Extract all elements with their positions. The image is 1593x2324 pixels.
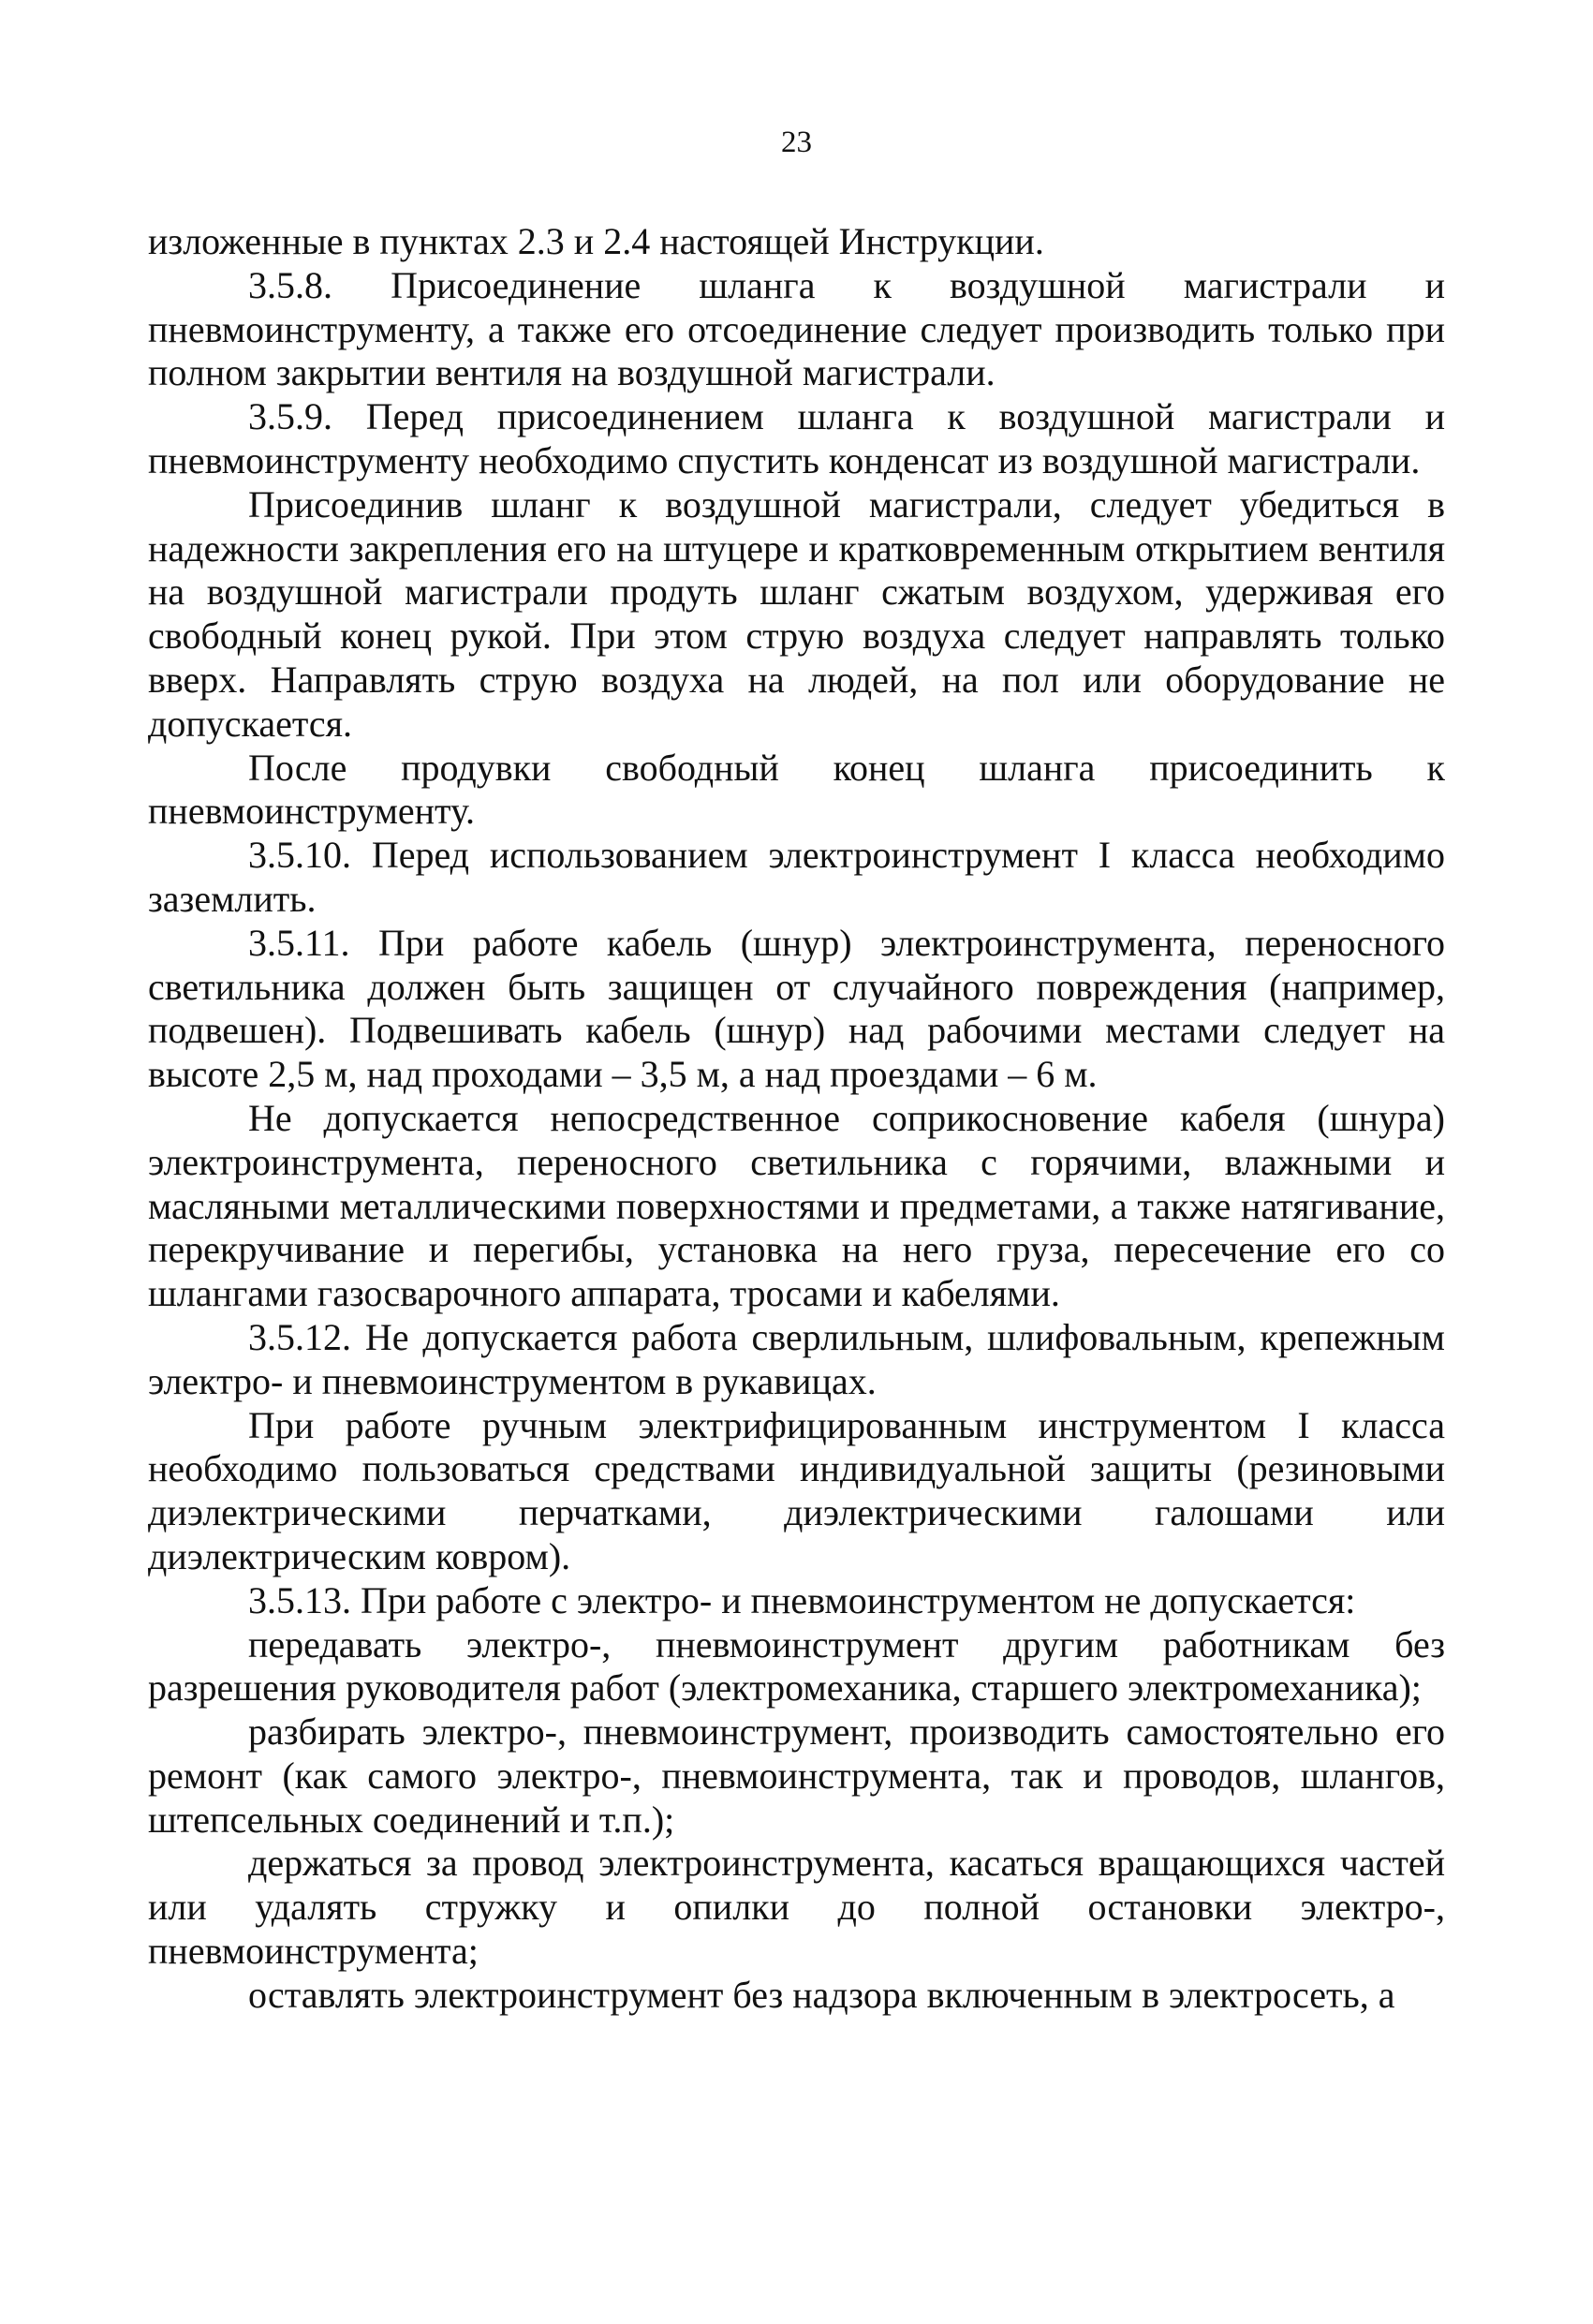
list-item-transfer: передавать электро-, пневмоинструмент другим работникам без разрешения руководителя работ (электромеханика, старшего электромеханика);: [148, 1622, 1445, 1710]
paragraph-3-5-12: 3.5.12. Не допускается работа сверлильным, шлифовальным, крепежным электро- и пневмоинструментом в рукавицах.: [148, 1315, 1445, 1402]
document-body: [148, 220, 1445, 2018]
paragraph-3-5-8: 3.5.8. Присоединение шланга к воздушной магистрали и пневмоинструменту, а также его отсоединение следует производить только при полном закрытии вентиля на воздушной магистрали.: [148, 263, 1445, 394]
paragraph-hose-purge: Присоединив шланг к воздушной магистрали, следует убедиться в надежности закрепления его на штуцере и кратковременным открытием вентиля на воздушной магистрали продуть шланг сжатым воздухом, удерживая его свободный конец рукой. При этом струю воздуха следует направлять только вверх. Направлять струю воздуха на людей, на пол или оборудование не допускается.: [148, 482, 1445, 745]
list-item-disassemble: разбирать электро-, пневмоинструмент, производить самостоятельно его ремонт (как самого электро-, пневмоинструмента, так и проводов, шлангов, штепсельных соединений и т.п.);: [148, 1710, 1445, 1841]
paragraph-ppe: При работе ручным электрифицированным инструментом I класса необходимо пользоваться средствами индивидуальной защиты (резиновыми диэлектрическими перчатками, диэлектрическими галошами или диэлектрическим ковром).: [148, 1403, 1445, 1577]
paragraph-3-5-10: 3.5.10. Перед использованием электроинструмент I класса необходимо заземлить.: [148, 834, 1445, 920]
page-number: 23: [781, 126, 812, 159]
paragraph-continuation: изложенные в пунктах 2.3 и 2.4 настоящей Инструкции.: [148, 220, 1044, 262]
paragraph-3-5-9: 3.5.9. Перед присоединением шланга к воздушной магистрали и пневмоинструменту необходимо спустить конденсат из воздушной магистрали.: [148, 395, 1445, 481]
list-item-hold-wire: держаться за провод электроинструмента, касаться вращающихся частей или удалять стружку и опилки до полной остановки электро-, пневмоинструмента;: [148, 1842, 1445, 1973]
paragraph-after-purge: После продувки свободный конец шланга присоединить к пневмоинструменту.: [148, 746, 1445, 833]
paragraph-cable-contact: Не допускается непосредственное соприкосновение кабеля (шнура) электроинструмента, переносного светильника с горячими, влажными и масляными металлическими поверхностями и предметами, а также натягивание, перекручивание и перегибы, установка на него груза, пересечение его со шлангами газосварочного аппарата, тросами и кабелями.: [148, 1096, 1445, 1315]
list-item-unattended: оставлять электроинструмент без надзора включенным в электросеть, а: [248, 1973, 1395, 2016]
paragraph-3-5-13: 3.5.13. При работе с электро- и пневмоинструментом не допускается:: [248, 1578, 1356, 1621]
paragraph-3-5-11: 3.5.11. При работе кабель (шнур) электроинструмента, переносного светильника должен быть защищен от случайного повреждения (например, подвешен). Подвешивать кабель (шнур) над рабочими местами следует на высоте 2,5 м, над проходами – 3,5 м, а над проездами – 6 м.: [148, 921, 1445, 1096]
